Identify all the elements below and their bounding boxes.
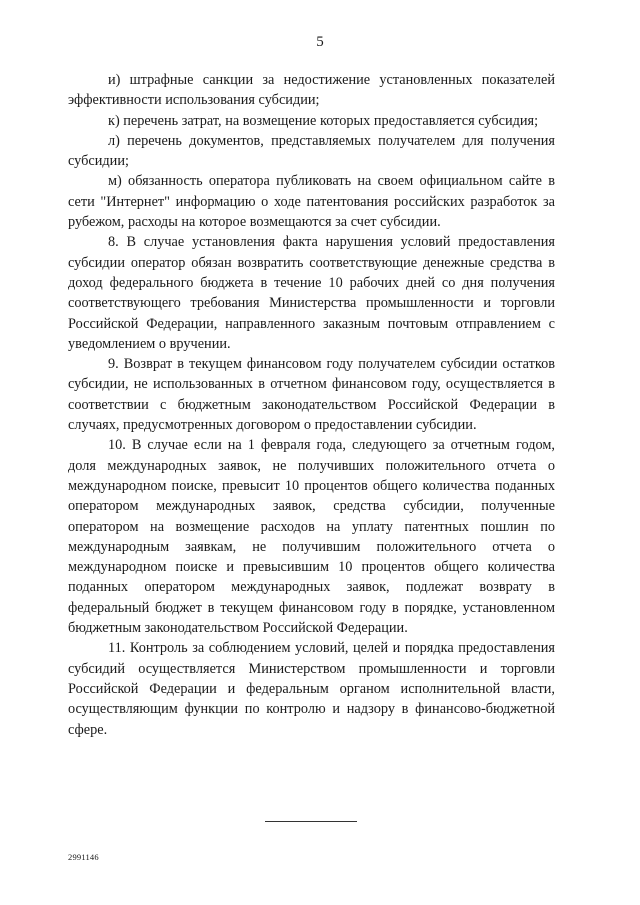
- paragraph-item-m: м) обязанность оператора публиковать на своем официальном сайте в сети "Интернет" информацию о ходе патентования российских разработок за рубежом, расходы на которое возмещаются за счет субсидии.: [68, 173, 555, 231]
- document-code: 2991146: [68, 852, 99, 862]
- paragraph-clause-10: 10. В случае если на 1 февраля года, следующего за отчетным годом, доля международных заявок, не получивших положительного отчета о международном поиске, превысит 10 процентов общего количества поданных оператором международных заявок, средства субсидии, полученные оператором на возмещение расходов на уплату патентных пошлин по международным заявкам, не получившим положительного отчета о международном поиске и превысившим 10 процентов общего количества поданных оператором международных заявок, подлежат возврату в федеральный бюджет в текущем финансовом году в порядке, установленном бюджетным законодательством Российской Федерации.: [68, 437, 555, 637]
- paragraph-item-k: к) перечень затрат, на возмещение которых предоставляется субсидия;: [108, 112, 539, 129]
- paragraph-item-i: и) штрафные санкции за недостижение установленных показателей эффективности использования субсидии;: [68, 72, 555, 109]
- document-body: [68, 70, 555, 740]
- end-divider: [265, 821, 357, 822]
- paragraph-clause-11: 11. Контроль за соблюдением условий, целей и порядка предоставления субсидий осуществляется Министерством промышленности и торговли Российской Федерации и федеральным органом исполнительной власти, осуществляющим функции по контролю и надзору в финансово-бюджетной сфере.: [68, 640, 555, 738]
- paragraph-clause-9: 9. Возврат в текущем финансовом году получателем субсидии остатков субсидии, не использованных в отчетном финансовом году, осуществляется в соответствии с бюджетным законодательством Российской Федерации в случаях, предусмотренных договором о предоставлении субсидии.: [68, 356, 555, 434]
- paragraph-clause-8: 8. В случае установления факта нарушения условий предоставления субсидии оператор обязан возвратить соответствующие денежные средства в доход федерального бюджета в течение 10 рабочих дней со дня получения соответствующего требования Министерства промышленности и торговли Российской Федерации, направленного заказным почтовым отправлением с уведомлением о вручении.: [68, 234, 555, 352]
- paragraph-item-l: л) перечень документов, представляемых получателем для получения субсидии;: [68, 132, 555, 170]
- page-number: 5: [316, 34, 324, 50]
